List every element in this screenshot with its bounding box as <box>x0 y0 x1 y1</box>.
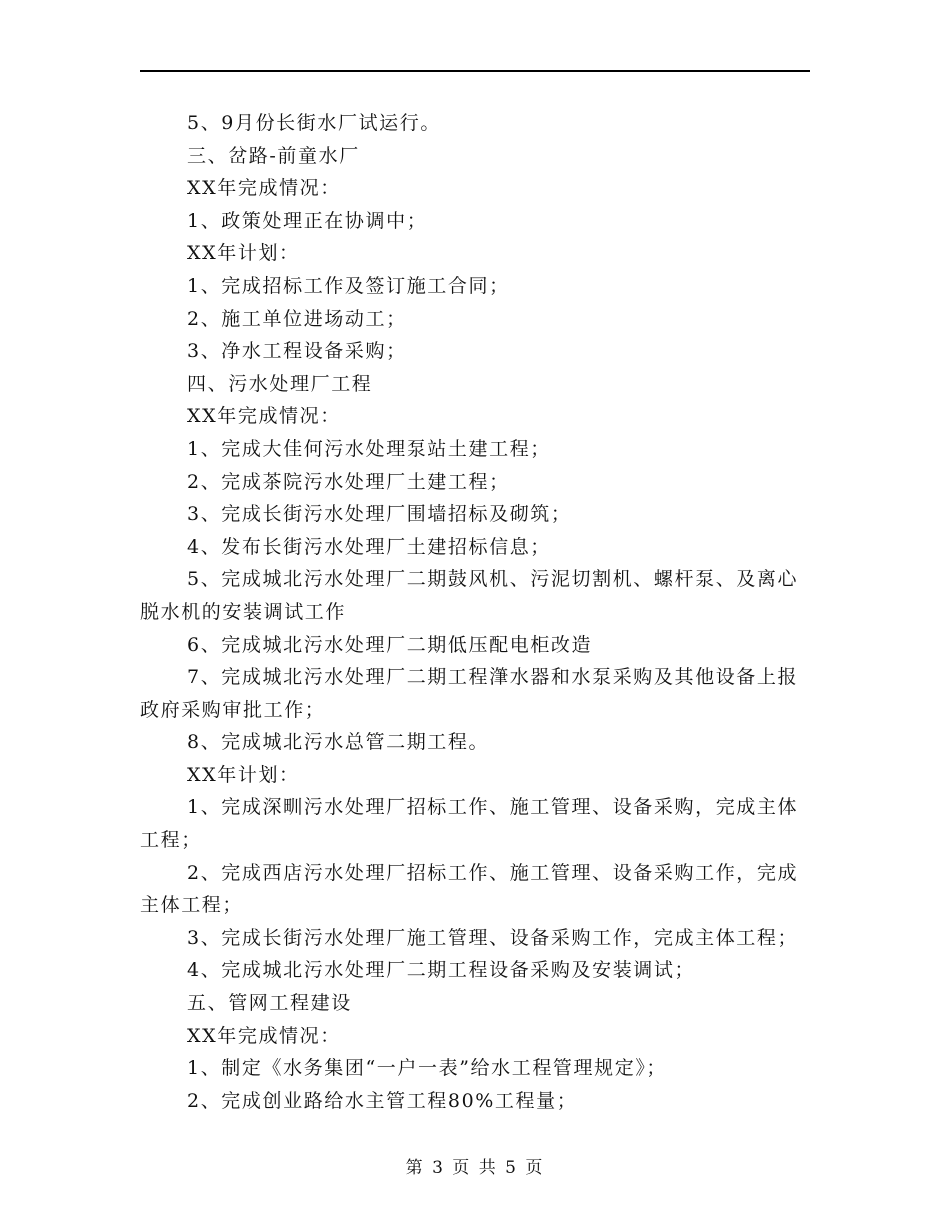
paragraph: 2、完成创业路给水主管工程80%工程量； <box>187 1089 578 1112</box>
subheading: XX年完成情况： <box>187 177 341 200</box>
paragraph: 2、完成西店污水处理厂招标工作、施工管理、设备采购工作，完成主体工程； <box>140 861 799 917</box>
document-body <box>140 107 812 1117</box>
paragraph: 3、净水工程设备采购； <box>187 340 407 363</box>
paragraph: 1、完成招标工作及签订施工合同； <box>187 274 510 297</box>
paragraph: 5、完成城北污水处理厂二期鼓风机、污泥切割机、螺杆泵、及离心脱水机的安装调试工作 <box>140 568 799 623</box>
paragraph: 1、完成大佳何污水处理泵站土建工程； <box>187 437 551 460</box>
paragraph: 5、9月份长街水厂试运行。 <box>187 112 441 134</box>
subheading: XX年完成情况： <box>187 1024 341 1047</box>
section-heading: 四、污水处理厂工程 <box>187 372 373 395</box>
paragraph: 1、完成深甽污水处理厂招标工作、施工管理、设备采购，完成主体工程； <box>140 796 799 852</box>
paragraph: 1、政策处理正在协调中； <box>187 209 428 232</box>
subheading: XX年完成情况： <box>187 405 341 428</box>
header-rule <box>140 70 810 72</box>
section-heading: 五、管网工程建设 <box>187 992 352 1015</box>
section-heading: 三、岔路-前童水厂 <box>187 144 360 167</box>
paragraph: 1、制定《水务集团“一户一表”给水工程管理规定》； <box>187 1057 668 1080</box>
paragraph: 4、发布长街污水处理厂土建招标信息； <box>187 535 551 558</box>
subheading: XX年计划： <box>187 763 300 786</box>
subheading: XX年计划： <box>187 242 300 265</box>
paragraph: 2、施工单位进场动工； <box>187 307 407 330</box>
paragraph: 8、完成城北污水总管二期工程。 <box>187 731 490 754</box>
paragraph: 7、完成城北污水处理厂二期工程潷水器和水泵采购及其他设备上报政府采购审批工作； <box>140 666 799 721</box>
paragraph: 3、完成长街污水处理厂施工管理、设备采购工作，完成主体工程； <box>187 926 799 949</box>
paragraph: 3、完成长街污水处理厂围墙招标及砌筑； <box>187 503 572 526</box>
paragraph: 2、完成茶院污水处理厂土建工程； <box>187 470 510 493</box>
paragraph: 6、完成城北污水处理厂二期低压配电柜改造 <box>187 633 593 656</box>
page-number-footer: 第 3 页 共 5 页 <box>405 1158 545 1178</box>
paragraph: 4、完成城北污水处理厂二期工程设备采购及安装调试； <box>187 959 696 982</box>
